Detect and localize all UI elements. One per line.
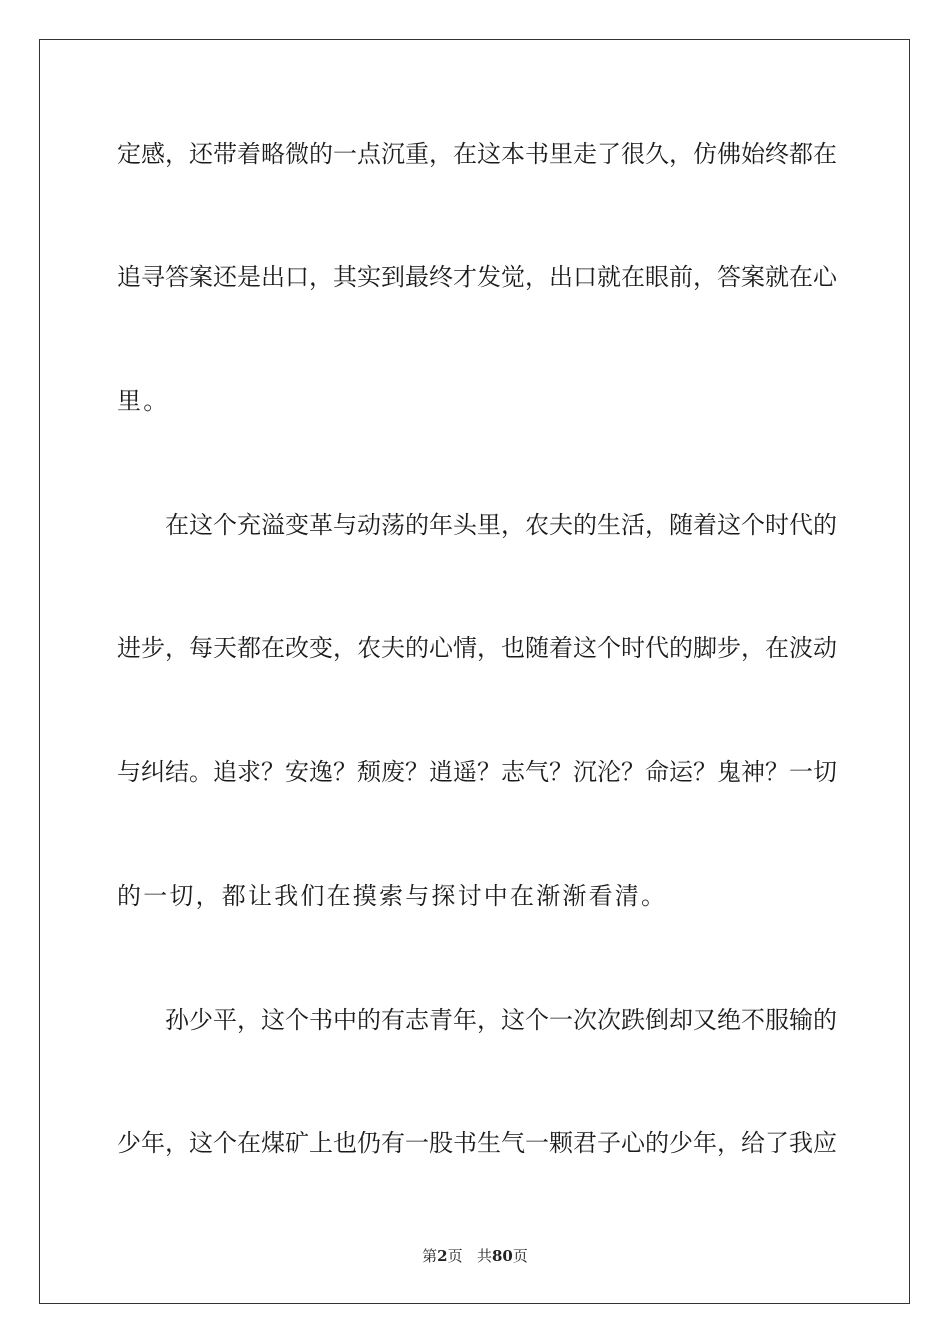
- paragraph-line: 孙少平，这个书中的有志青年，这个一次次跌倒却又绝不服输的: [165, 1006, 837, 1034]
- paragraph-line: 进步，每天都在改变，农夫的心情，也随着这个时代的脚步，在波动: [117, 634, 837, 662]
- paragraph-line: 里。: [117, 387, 170, 415]
- page-footer: [0, 1246, 950, 1266]
- total-suffix: 页: [512, 1247, 528, 1265]
- total-pages: 80: [491, 1247, 513, 1265]
- paragraph-line: 与纠结。追求？安逸？颓废？逍遥？志气？沉沦？命运？鬼神？一切: [117, 758, 837, 786]
- paragraph-line: 在这个充溢变革与动荡的年头里，农夫的生活，随着这个时代的: [165, 511, 837, 539]
- paragraph-line: 定感，还带着略微的一点沉重，在这本书里走了很久，仿佛始终都在: [117, 140, 837, 168]
- page-prefix: 第: [422, 1247, 438, 1265]
- page-border: [39, 39, 910, 1304]
- total-prefix: 共: [476, 1247, 492, 1265]
- paragraph-line: 的一切，都让我们在摸索与探讨中在渐渐看清。: [117, 882, 668, 910]
- paragraph-line: 少年，这个在煤矿上也仍有一股书生气一颗君子心的少年，给了我应: [117, 1129, 837, 1157]
- page-suffix: 页: [447, 1247, 463, 1265]
- paragraph-line: 追寻答案还是出口，其实到最终才发觉，出口就在眼前，答案就在心: [117, 263, 837, 291]
- page-number: 2: [437, 1247, 448, 1265]
